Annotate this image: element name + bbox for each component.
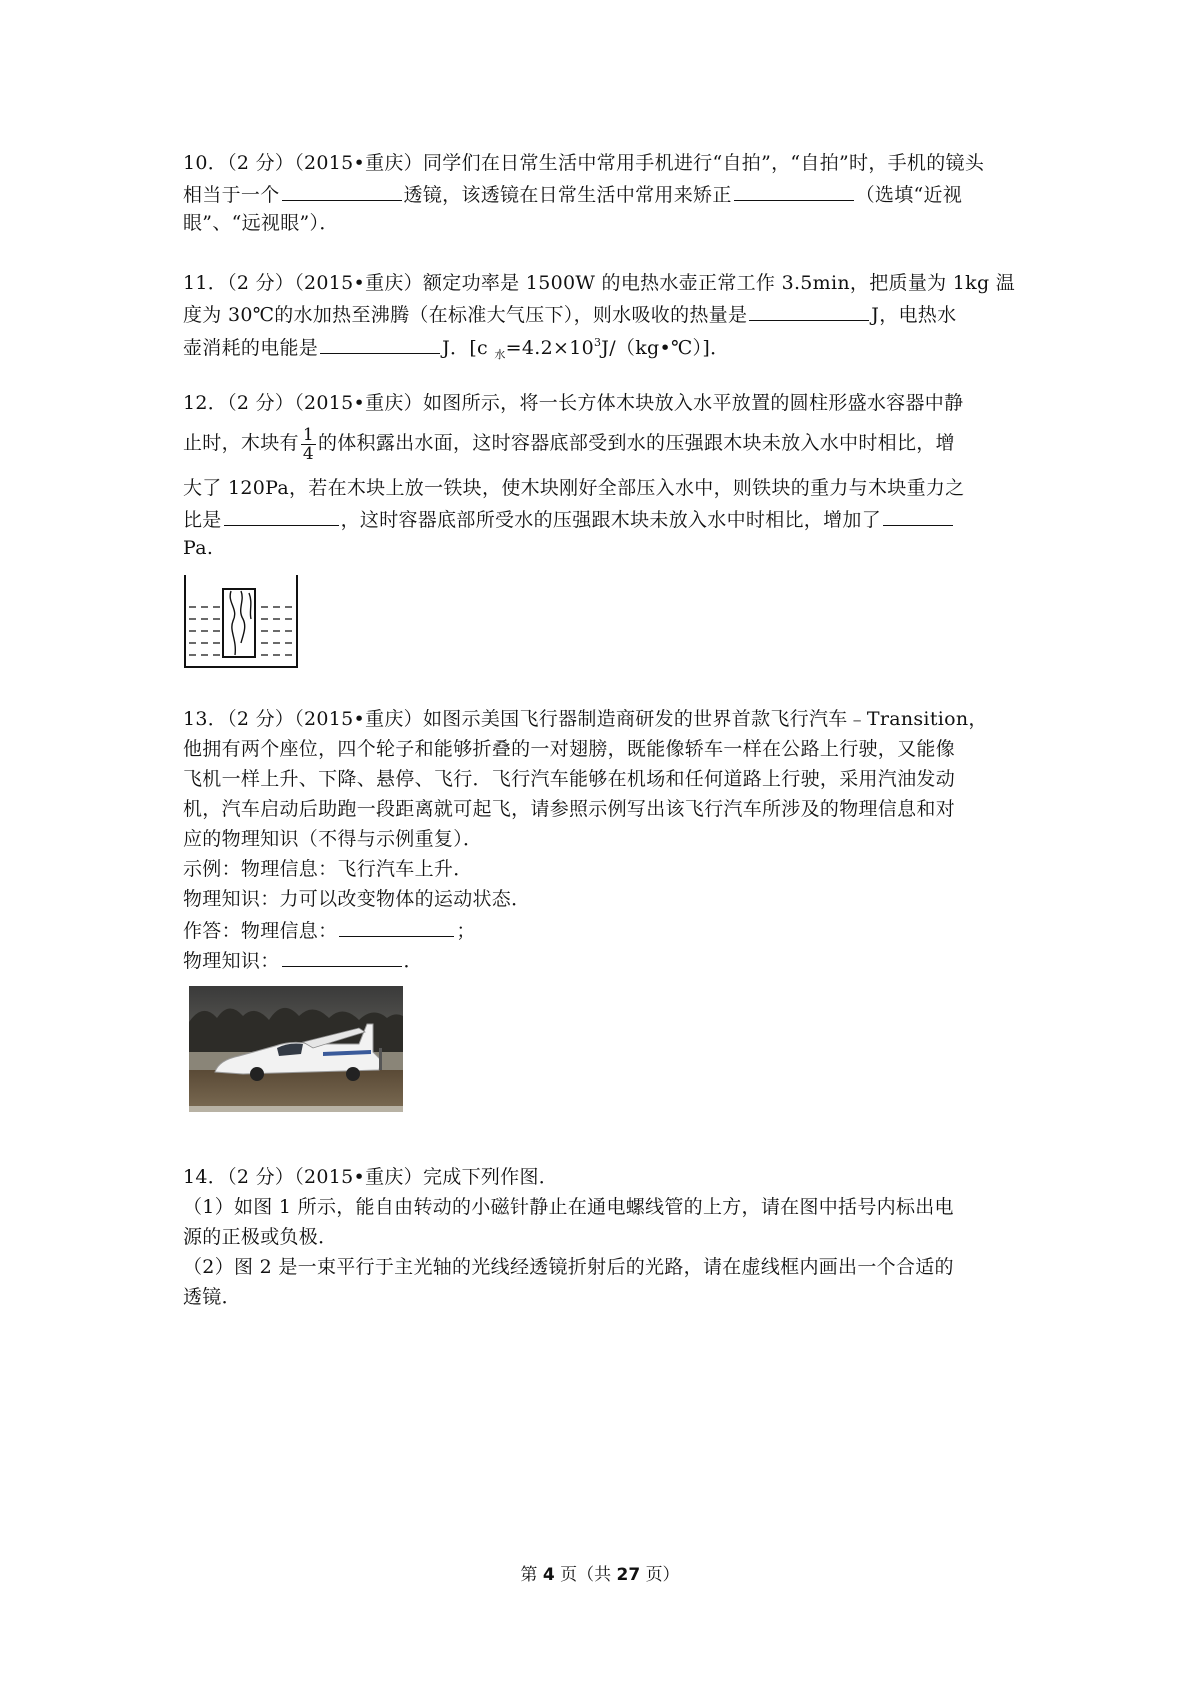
q13-answer-knowledge [183, 944, 1025, 974]
q13-answer-knowledge-label: 物理知识： [183, 950, 280, 972]
q12-blank-1[interactable] [224, 503, 339, 526]
container-figure [183, 573, 1025, 674]
q11-text-1: 11．（2 分）（2015•重庆）额定功率是 1500W 的电热水壶正常工作 3.5min，把质量为 1kg 温 [183, 272, 1016, 294]
q14-text-5: 透镜． [183, 1286, 241, 1308]
q13-line-4 [183, 794, 1025, 824]
q11-value: =4.2×10 [505, 337, 594, 359]
q14-line-4 [183, 1252, 1025, 1282]
q10-blank-1[interactable] [282, 178, 402, 201]
q12-text-4b: ，这时容器底部所受水的压强跟木块未放入水中时相比，增加了 [340, 509, 882, 531]
q13-text-3: 飞机一样上升、下降、悬停、飞行．飞行汽车能够在机场和任何道路上行驶，采用汽油发动 [183, 768, 956, 790]
q13-text-6: 示例：物理信息：飞行汽车上升． [183, 858, 473, 880]
q13-answer-info-label: 作答：物理信息： [183, 920, 338, 942]
q14-line-1 [183, 1162, 1025, 1192]
q13-example-knowledge [183, 884, 1025, 914]
question-14 [183, 1162, 1025, 1312]
q12-line-1 [183, 388, 1025, 418]
q13-text-2: 他拥有两个座位，四个轮子和能够折叠的一对翅膀，既能像轿车一样在公路上行驶，又能像 [183, 738, 956, 760]
q14-line-3 [183, 1222, 1025, 1252]
flying-car-photo [183, 982, 409, 1122]
footer-mid: 页（共 [560, 1565, 612, 1585]
q10-text-2b: 透镜，该透镜在日常生活中常用来矫正 [403, 184, 732, 206]
q11-text-3c: J/（kg•℃）]． [601, 337, 730, 359]
q10-text-2a: 相当于一个 [183, 184, 280, 206]
q13-example-info [183, 854, 1025, 884]
q12-line-3 [183, 473, 1025, 503]
q12-line-4 [183, 503, 1025, 533]
page-number: 4 [542, 1565, 555, 1585]
q11-superscript: 3 [593, 336, 602, 349]
q13-blank-knowledge[interactable] [282, 944, 402, 967]
q12-text-1: 12．（2 分）（2015•重庆）如图所示，将一长方体木块放入水平放置的圆柱形盛水容器中静 [183, 392, 964, 414]
q10-line-3 [183, 208, 1025, 238]
q12-line-2 [183, 418, 1025, 468]
q13-line-5 [183, 824, 1025, 854]
page-total: 27 [616, 1565, 641, 1585]
q14-line-2 [183, 1192, 1025, 1222]
q13-line-2 [183, 734, 1025, 764]
fraction-numerator: 1 [302, 424, 314, 445]
q11-blank-1[interactable] [749, 298, 869, 321]
question-11 [183, 268, 1025, 361]
q12-line-5 [183, 533, 1025, 563]
q11-subscript: 水 [494, 348, 506, 361]
q13-line-3 [183, 764, 1025, 794]
q14-text-2: （1）如图 1 所示，能自由转动的小磁针静止在通电螺线管的上方，请在图中括号内标出电 [183, 1196, 954, 1218]
q10-blank-2[interactable] [734, 178, 854, 201]
q11-text-3b: J．[c [442, 337, 495, 359]
q12-text-5: Pa. [183, 537, 214, 559]
q10-text-3: 眼”、“远视眼”）． [183, 212, 339, 234]
footer-pre: 第 [520, 1565, 538, 1585]
q13-text-7: 物理知识：力可以改变物体的运动状态． [183, 888, 531, 910]
footer-post: 页） [645, 1565, 680, 1585]
water-container-diagram [183, 573, 303, 669]
question-13 [183, 704, 1025, 1122]
q13-answer-info [183, 914, 1025, 944]
content-area [183, 148, 1025, 1342]
question-12 [183, 388, 1025, 674]
q13-text-4: 机，汽车启动后助跑一段距离就可起飞，请参照示例写出该飞行汽车所涉及的物理信息和对 [183, 798, 956, 820]
q13-text-1: 13．（2 分）（2015•重庆）如图示美国飞行器制造商研发的世界首款飞行汽车﹣Transition， [183, 708, 988, 730]
q11-text-2b: J，电热水 [871, 304, 957, 326]
q12-blank-2[interactable] [883, 503, 953, 526]
q12-text-2a: 止时，木块有 [183, 432, 299, 454]
q10-line-2 [183, 178, 1025, 208]
page-footer [0, 1560, 1200, 1585]
flying-car-illustration [183, 982, 409, 1122]
q14-text-1: 14．（2 分）（2015•重庆）完成下列作图． [183, 1166, 559, 1188]
q11-line-3 [183, 328, 1025, 361]
q11-text-3a: 壶消耗的电能是 [183, 337, 319, 359]
q10-text-2c: （选填“近视 [855, 184, 963, 206]
q13-line-1 [183, 704, 1025, 734]
q13-answer-info-end: ； [456, 920, 476, 942]
q12-text-4a: 比是 [183, 509, 222, 531]
q13-text-5: 应的物理知识（不得与示例重复）． [183, 828, 483, 850]
question-10 [183, 148, 1025, 238]
q11-line-1 [183, 268, 1025, 298]
q11-line-2 [183, 298, 1025, 328]
fraction-one-quarter [301, 426, 316, 463]
fraction-denominator: 4 [302, 443, 314, 464]
q12-text-2b: 的体积露出水面，这时容器底部受到水的压强跟木块未放入水中时相比，增 [317, 432, 955, 454]
q11-text-2a: 度为 30℃的水加热至沸腾（在标准大气压下），则水吸收的热量是 [183, 304, 748, 326]
q14-line-5 [183, 1282, 1025, 1312]
q14-text-3: 源的正极或负极． [183, 1226, 338, 1248]
q13-blank-info[interactable] [339, 914, 454, 937]
q14-text-4: （2）图 2 是一束平行于主光轴的光线经透镜折射后的光路，请在虚线框内画出一个合适的 [183, 1256, 954, 1278]
q11-blank-2[interactable] [320, 331, 440, 354]
q13-answer-knowledge-end: ． [403, 950, 423, 972]
q12-text-3: 大了 120Pa，若在木块上放一铁块，使木块刚好全部压入水中，则铁块的重力与木块重力之 [183, 477, 965, 499]
q10-line-1 [183, 148, 1025, 178]
q10-text-1: 10．（2 分）（2015•重庆）同学们在日常生活中常用手机进行“自拍”，“自拍”时，手机的镜头 [183, 152, 985, 174]
